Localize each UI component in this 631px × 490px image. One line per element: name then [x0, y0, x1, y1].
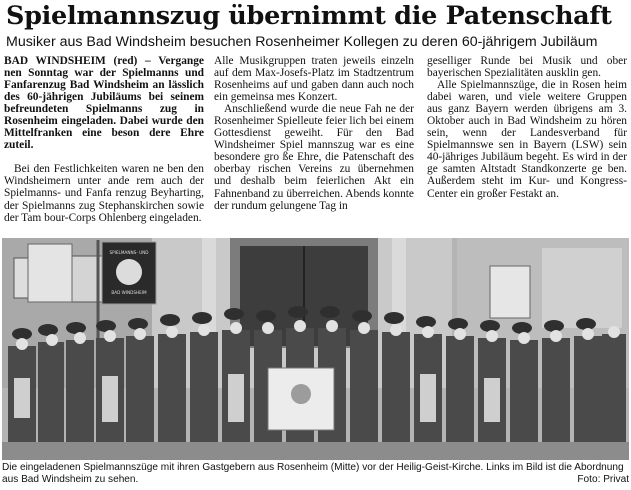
text-line: Kongress-Center ein großer Festakt [427, 175, 627, 200]
text-line: dere Ehre zuteil. [4, 127, 204, 152]
text-line: sen in Bayern (LSW) sein 40-jähriges [427, 139, 627, 164]
text-line: Landesverband für Spielmannswe [427, 127, 627, 152]
svg-text:BAD WINDSHEIM: BAD WINDSHEIM [111, 290, 147, 295]
text-line: ne der Rosenheimer Spielleute feier [214, 103, 414, 128]
article-column-1 [4, 55, 204, 224]
text-line: mannszug war es eine besondere gro [214, 139, 415, 164]
text-line: nen Sonntag war der Spielmanns [4, 67, 179, 80]
text-line: Für den Bad Windsheimer Spiel [214, 127, 414, 152]
text-line: heim dabei waren, und viele weitere [427, 79, 627, 104]
text-line: zug Stephanskirchen sowie der Tam [4, 199, 204, 224]
body-paragraph [427, 55, 627, 79]
text-line: Gruppen aus ganz Bayern werden [427, 91, 627, 116]
text-line: bour-Corps Ohlenberg eingeladen. [44, 211, 202, 224]
photo-credit: Foto: Privat [577, 474, 629, 485]
text-line: gen. [581, 67, 601, 80]
text-line: deshalb beim feierlichen Akt ein [240, 175, 414, 188]
text-line: BAD WINDSHEIM (red) – Vergange [4, 55, 204, 67]
text-line: lässlich des 60-jährigen Jubiläums [4, 79, 204, 104]
body-paragraph [214, 55, 414, 103]
group-photo-illustration [2, 238, 629, 460]
text-line: an. [545, 187, 559, 200]
svg-text:SPIELMANNS- UND: SPIELMANNS- UND [109, 250, 149, 255]
text-line: ße Ehre, die Patenschaft des oberbay [214, 151, 414, 176]
text-line: Anschließend wurde die neue Fah [224, 103, 382, 116]
text-line: gaben dann auch noch ein gemeinsa [214, 79, 415, 104]
article-column-2 [214, 55, 414, 212]
text-line: und Fanfarenzug Bad Windsheim an [4, 67, 204, 92]
text-line: ben den Windsheimern unter ande [4, 163, 204, 188]
text-line: Bei den Festlichkeiten waren ne [14, 163, 164, 176]
text-line: konnte der rundum gelungene Tag in [214, 187, 414, 212]
text-line: zug in Rosenheim eingeladen. Dabei [4, 103, 204, 128]
text-line: lich bei einem Gottesdienst geweiht. [214, 115, 414, 140]
text-line: Alle Spielmannszüge, die in Rosen [437, 79, 601, 92]
text-line: übrigens am 3. Oktober auch in Bad [427, 103, 627, 128]
text-line: samten Altstadt Standkonzerte ge [443, 163, 603, 176]
article-subheadline: Musiker aus Bad Windsheim besuchen Rosenheimer Kollegen zu deren 60-jährigem Jubiläum [6, 34, 598, 50]
text-line: wurde den Mittelfranken eine beson [4, 115, 204, 140]
photo-caption [2, 462, 629, 486]
text-line: ben. Außerdem steht im Kur- und [427, 163, 627, 188]
group-photo [2, 238, 629, 460]
text-line: rischen Vereins zu übernehmen und [214, 163, 414, 188]
article-column-3 [427, 55, 627, 200]
caption-text: Die eingeladenen Spielmannszüge mit ihren Gastgebern aus Rosenheim (Mitte) vor der Heilig-Geist-Kirche. Links im Bild ist die Abordnung aus Bad Windsheim zu sehen. [2, 462, 624, 485]
text-line: rem auch der Spielmanns- und Fanfa [4, 175, 204, 200]
text-line: Windsheim zu hören sein, wenn der [427, 115, 627, 140]
text-line: einzeln auf dem Max-Josefs-Platz im [214, 55, 414, 80]
body-paragraph [4, 163, 204, 223]
lead-paragraph [4, 55, 204, 151]
text-line: mes Konzert. [276, 91, 338, 104]
text-line: renzug Beyharting, der Spielmanns [4, 187, 204, 212]
text-line: Alle Musikgruppen traten jeweils [214, 55, 382, 67]
text-line: geselliger Runde bei Musik und ober [427, 55, 627, 67]
body-paragraph [427, 79, 627, 199]
text-line: bei seinem befreundeten Spielmanns [4, 91, 205, 116]
text-line: Fahnenband zu überreichen. Abends [214, 187, 383, 200]
text-line: Jubiläum begeht. Es wird in der ge [427, 151, 627, 176]
text-line: bayerischen Spezialitäten ausklin [427, 67, 579, 80]
text-line: Stadtzentrum Rosenheims auf und [214, 67, 414, 92]
article-headline: Spielmannszug übernimmt die Patenschaft [6, 1, 612, 31]
body-paragraph [214, 103, 414, 211]
